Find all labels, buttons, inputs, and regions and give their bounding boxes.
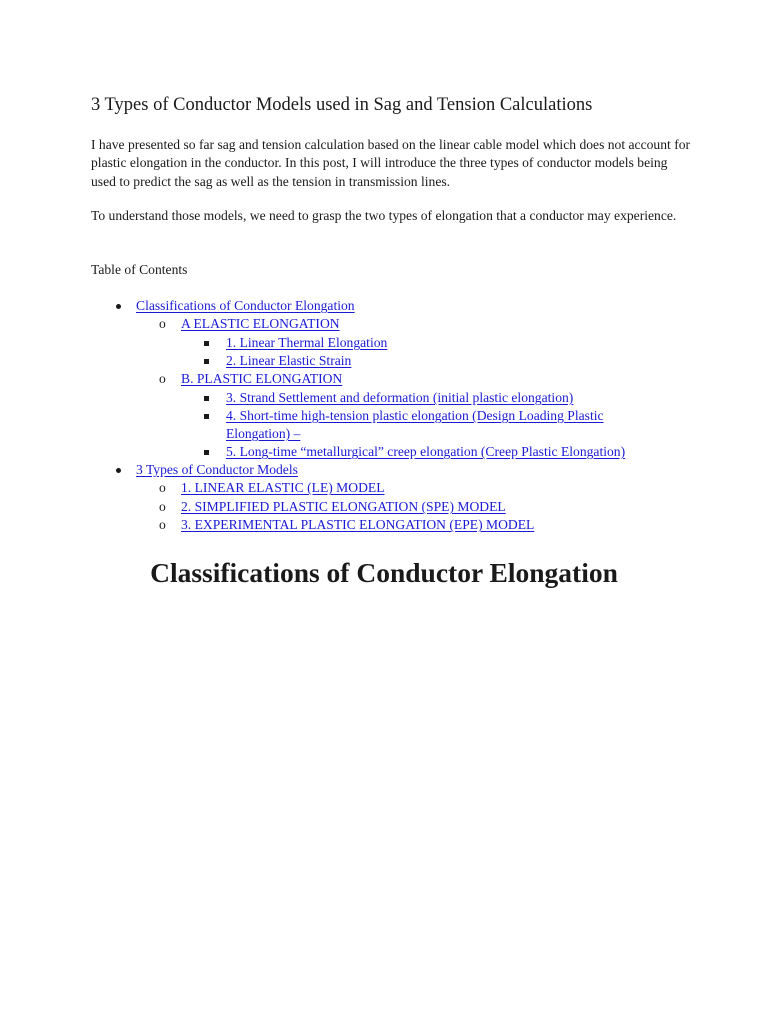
toc-link-spe-model[interactable]: 2. SIMPLIFIED PLASTIC ELONGATION (SPE) MODEL xyxy=(181,499,506,514)
toc-item-spe-model xyxy=(181,498,506,516)
bullet-disc-icon xyxy=(116,468,121,473)
toc-item-thermal xyxy=(226,334,387,352)
toc-item-epe-model xyxy=(181,516,534,534)
toc-link-classifications[interactable]: Classifications of Conductor Elongation xyxy=(136,298,355,313)
bullet-square-icon xyxy=(204,414,209,419)
toc-item-plastic xyxy=(181,370,342,388)
toc-link-plastic-elongation[interactable]: B. PLASTIC ELONGATION xyxy=(181,371,343,386)
toc-link-strand-settlement[interactable]: 3. Strand Settlement and deformation (initial plastic elongation) xyxy=(226,390,574,405)
toc-item-elastic-strain xyxy=(226,352,351,370)
toc-item-le-model xyxy=(181,479,385,497)
bullet-circle-icon: o xyxy=(159,499,166,514)
toc-item-strand-settlement xyxy=(226,389,573,407)
toc-heading: Table of Contents xyxy=(91,262,188,277)
bullet-circle-icon: o xyxy=(159,316,166,331)
bullet-circle-icon: o xyxy=(159,480,166,495)
toc-item-short-time-cont xyxy=(226,425,300,443)
section-heading: Classifications of Conductor Elongation xyxy=(150,557,618,588)
toc-item-creep xyxy=(226,443,625,461)
bullet-square-icon xyxy=(204,359,209,364)
toc-link-elastic-strain[interactable]: 2. Linear Elastic Strain xyxy=(226,353,352,368)
elongation-paragraph: To understand those models, we need to grasp the two types of elongation that a conductor may experience. xyxy=(91,208,677,223)
toc-link-creep-elongation[interactable]: 5. Long-time “metallurgical” creep elongation (Creep Plastic Elongation) xyxy=(226,444,626,459)
bullet-circle-icon: o xyxy=(159,517,166,532)
bullet-square-icon xyxy=(204,396,209,401)
toc-item-classifications xyxy=(136,297,355,315)
intro-paragraph: I have presented so far sag and tension calculation based on the linear cable model which does not account for plastic elongation in the conductor. In this post, I will introduce the three types of conductor models being used to predict the sag as well as the tension in transmission lines. xyxy=(91,137,691,189)
bullet-disc-icon xyxy=(116,304,121,309)
toc-item-conductor-models xyxy=(136,461,298,479)
toc-link-epe-model[interactable]: 3. EXPERIMENTAL PLASTIC ELONGATION (EPE) MODEL xyxy=(181,517,535,532)
bullet-square-icon xyxy=(204,341,209,346)
bullet-circle-icon: o xyxy=(159,371,166,386)
document-title: 3 Types of Conductor Models used in Sag and Tension Calculations xyxy=(91,95,593,115)
toc-link-short-time-line2[interactable]: Elongation) – xyxy=(226,426,301,441)
toc-link-short-time-line1[interactable]: 4. Short-time high-tension plastic elongation (Design Loading Plastic xyxy=(226,408,604,423)
toc-link-conductor-models[interactable]: 3 Types of Conductor Models xyxy=(136,462,298,477)
bullet-square-icon xyxy=(204,450,209,455)
toc-item-short-time xyxy=(226,407,604,425)
toc-link-elastic-elongation[interactable]: A ELASTIC ELONGATION xyxy=(181,316,340,331)
toc-link-le-model[interactable]: 1. LINEAR ELASTIC (LE) MODEL xyxy=(181,480,385,495)
toc-link-thermal-elongation[interactable]: 1. Linear Thermal Elongation xyxy=(226,335,388,350)
toc-item-elastic xyxy=(181,315,340,333)
